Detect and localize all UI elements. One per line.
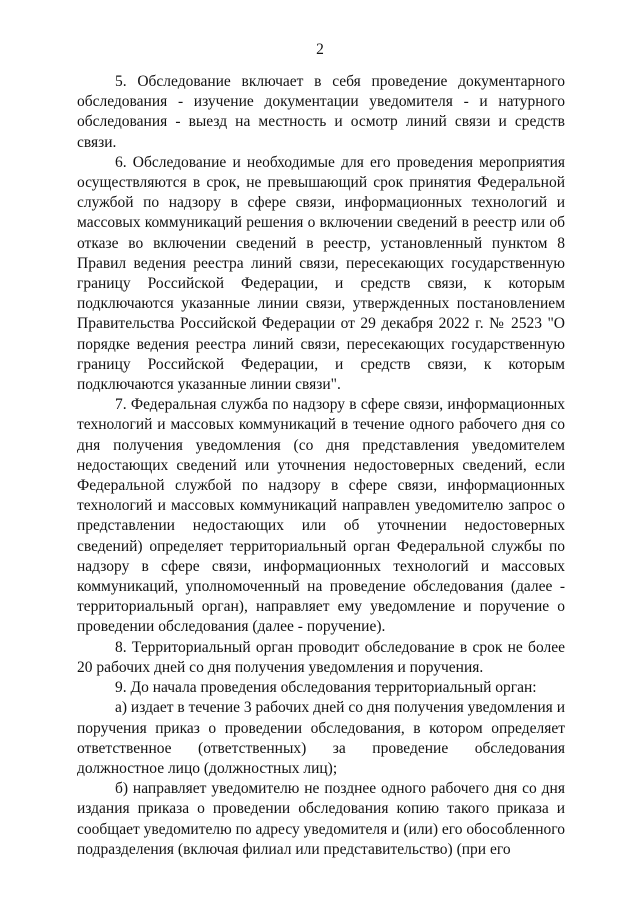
paragraph-item-9: 9. До начала проведения обследования территориальный орган: [115, 679, 537, 697]
paragraph-item-6: 6. Обследование и необходимые для его проведения мероприятия осуществляются в срок, не превышающий срок принятия Федеральной службой по надзору в сфере связи, информационных технологий и массовых коммуникаций решения о включении сведений в реестр или об отказе во включении сведений в реестр, установленный пунктом 8 Правил ведения реестра линий связи, пересекающих государственную границу Российской Федерации, и средств связи, к которым подключаются указанные линии связи, утвержденных постановлением Правительства Российской Федерации от 29 декабря 2022 г. № 2523 "О порядке ведения реестра линий связи, пересекающих государственную границу Российской Федерации, и средств связи, к которым подключаются указанные линии связи". [77, 153, 565, 394]
paragraph-item-7: 7. Федеральная служба по надзору в сфере связи, информационных технологий и массовых коммуникаций в течение одного рабочего дня со дня получения уведомления (со дня представления уведомителем недостающих сведений или уточнения недостоверных сведений, если Федеральной службой по надзору в сфере связи, информационных технологий и массовых коммуникаций направлен уведомителю запрос о представлении недостающих или об уточнении недостоверных сведений) определяет территориальный орган Федеральной службы по надзору в сфере связи, информационных технологий и массовых коммуникаций, уполномоченный на проведение обследования (далее - территориальный орган), направляет ему уведомление и поручение о проведении обследования (далее - поручение). [77, 396, 565, 636]
page-number: 2 [316, 41, 324, 58]
paragraph-item-9b: б) направляет уведомителю не позднее одного рабочего дня со дня издания приказа о проведении обследования копию такого приказа и сообщает уведомителю по адресу уведомителя и (или) его обособленного подразделения (включая филиал или представительство) (при его [77, 780, 565, 858]
paragraph-item-9a: а) издает в течение 3 рабочих дней со дня получения уведомления и поручения приказ о проведении обследования, в котором определяет ответственное (ответственных) за проведение обследования должностное лицо (должностных лиц); [77, 699, 565, 777]
paragraph-item-8: 8. Территориальный орган проводит обследование в срок не более 20 рабочих дней со дня получения уведомления и поручения. [77, 638, 565, 676]
document-body [77, 72, 565, 860]
paragraph-item-5: 5. Обследование включает в себя проведение документарного обследования - изучение документации уведомителя - и натурного обследования - выезд на местность и осмотр линий связи и средств связи. [77, 73, 565, 151]
